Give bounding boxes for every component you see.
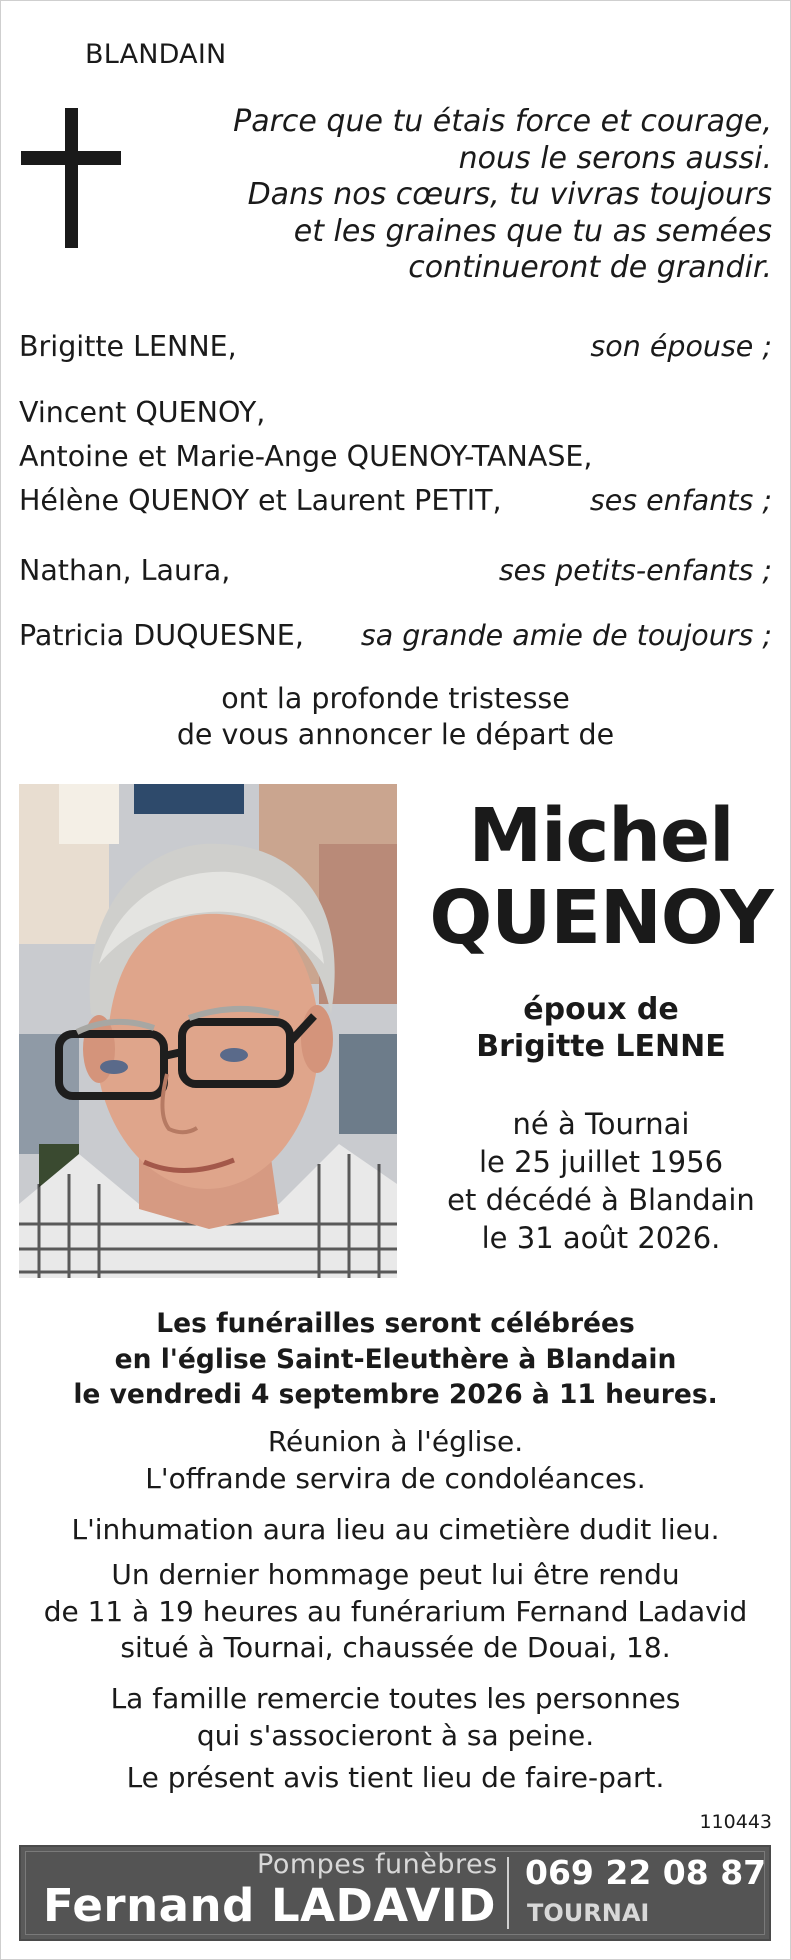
poem-line: continueront de grandir. [408, 250, 772, 285]
note-line: Un dernier hommage peut lui être rendu [111, 1558, 680, 1591]
note-line: Le présent avis tient lieu de faire-part. [126, 1761, 665, 1794]
poem-line: nous le serons aussi. [458, 140, 772, 176]
note-line: La famille remercie toutes les personnes [110, 1682, 681, 1715]
family-role: ses petits-enfants ; [498, 554, 772, 587]
notes-thanks [1, 1681, 790, 1754]
banner-city: TOURNAI [527, 1899, 650, 1927]
date-line: et décédé à Blandain [447, 1183, 755, 1217]
family-name: Antoine et Marie-Ange QUENOY-TANASE, [19, 440, 593, 473]
family-name: Nathan, Laura, [19, 554, 231, 587]
family-name: Brigitte LENNE, [19, 330, 237, 363]
deceased-dates [411, 1105, 791, 1257]
funeral-line: le vendredi 4 septembre 2026 à 11 heures. [73, 1379, 718, 1410]
portrait-photo [19, 784, 397, 1278]
funeral-line: Les funérailles seront célébrées [156, 1308, 635, 1339]
date-line: né à Tournai [512, 1107, 690, 1141]
announcement [1, 681, 790, 753]
funeral-line: en l'église Saint-Eleuthère à Blandain [114, 1343, 677, 1375]
note-line: de 11 à 19 heures au funérarium Fernand Ladavid [43, 1594, 748, 1628]
family-name: Vincent QUENOY, [19, 396, 266, 429]
family-role: son épouse ; [590, 330, 772, 363]
family-role: ses enfants ; [589, 484, 772, 517]
family-grandchildren [19, 554, 772, 587]
date-line: le 25 juillet 1956 [478, 1145, 724, 1179]
announcement-line: ont la profonde tristesse [221, 682, 570, 715]
spouse-line: époux de [523, 992, 679, 1027]
banner-subtitle: Pompes funèbres [257, 1849, 498, 1880]
poem-line: Parce que tu étais force et courage, [233, 104, 772, 139]
latin-cross-icon [21, 108, 121, 248]
note-line: qui s'associeront à sa peine. [196, 1718, 595, 1752]
notes-homage [1, 1557, 790, 1667]
note-line: situé à Tournai, chaussée de Douai, 18. [120, 1631, 671, 1664]
banner-phone: 069 22 08 87 [525, 1853, 767, 1892]
banner-brand: Fernand LADAVID [43, 1879, 496, 1932]
notes-burial [1, 1512, 790, 1549]
banner-divider [507, 1857, 509, 1929]
funeral-details [1, 1306, 790, 1413]
spouse-line: Brigitte LENNE [476, 1029, 726, 1064]
date-line: le 31 août 2026. [481, 1221, 721, 1255]
deceased-spouse [411, 991, 791, 1065]
notes-church [1, 1424, 790, 1497]
family-role: sa grande amie de toujours ; [360, 619, 772, 652]
poem [232, 104, 772, 287]
family-friend [19, 619, 772, 652]
reference-number: 110443 [699, 1811, 772, 1833]
family-name: Hélène QUENOY et Laurent PETIT, [19, 484, 502, 517]
poem-line: et les graines que tu as semées [293, 213, 772, 249]
notes-notice [1, 1760, 790, 1797]
deceased-last-name: QUENOY [429, 875, 773, 961]
poem-line: Dans nos cœurs, tu vivras toujours [247, 177, 772, 212]
place-heading: BLANDAIN [85, 39, 227, 70]
family-spouse [19, 330, 772, 363]
family-name: Patricia DUQUESNE, [19, 619, 304, 652]
funeral-home-banner [19, 1845, 771, 1941]
note-line: L'inhumation aura lieu au cimetière dudit lieu. [71, 1513, 720, 1546]
family-children [19, 391, 772, 523]
note-line: L'offrande servira de condoléances. [145, 1461, 646, 1495]
note-line: Réunion à l'église. [267, 1425, 524, 1458]
deceased-first-name: Michel [468, 793, 734, 879]
announcement-line: de vous annoncer le départ de [176, 718, 615, 751]
